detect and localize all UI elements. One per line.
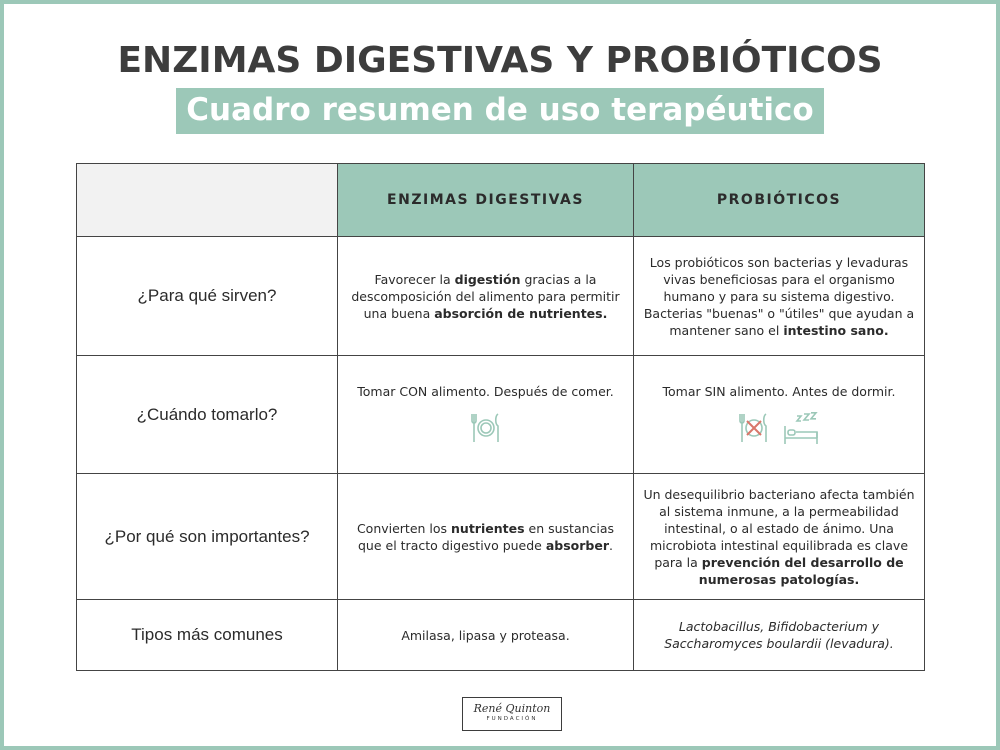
summary-table (76, 163, 925, 671)
subtitle-wrap (0, 88, 1000, 134)
cell-probioticos-para-que (634, 237, 925, 356)
no-food-plate-icon (739, 412, 769, 444)
cell-text: Un desequilibrio bacteriano afecta también al sistema inmune, a la permeabilidad intestinal, o al estado de ánimo. Una microbiota intestinal equilibrada es clave para la (643, 486, 915, 570)
header-enzimas: ENZIMAS DIGESTIVAS (338, 164, 634, 237)
page-subtitle: Cuadro resumen de uso terapéutico (176, 88, 823, 134)
cell-text: Los probióticos son bacterias y levaduras vivas beneficiosas para el organismo humano y para su sistema digestivo. Bacterias "buenas" o "útiles" que ayudan a mantener sano el (643, 254, 915, 338)
table-row (77, 237, 925, 356)
logo-org: FUNDACIÓN (486, 716, 538, 722)
cell-enzimas-por-que (338, 474, 634, 600)
cell-enzimas-tipos: Amilasa, lipasa y proteasa. (338, 600, 634, 671)
cell-text: Convierten los (356, 520, 452, 536)
logo-signature: René Quinton (473, 702, 551, 715)
row-label-por-que: ¿Por qué son importantes? (77, 474, 338, 600)
row-label-para-que: ¿Para qué sirven? (77, 237, 338, 356)
sleeping-bed-icon (783, 412, 819, 446)
header-probioticos: PROBIÓTICOS (634, 164, 925, 237)
page-title: ENZIMAS DIGESTIVAS Y PROBIÓTICOS (117, 40, 883, 81)
cell-bold-text: absorción de nutrientes. (434, 305, 608, 321)
table-row (77, 600, 925, 671)
cell-enzimas-cuando (338, 356, 634, 474)
row-label-tipos: Tipos más comunes (77, 600, 338, 671)
table-row (77, 356, 925, 474)
cell-text: Tomar SIN alimento. Antes de dormir. (662, 384, 896, 399)
table-header-row (77, 164, 925, 237)
cell-text: en sustancias que el tracto digestivo puede (358, 520, 615, 553)
row-label-cuando: ¿Cuándo tomarlo? (77, 356, 338, 474)
cell-bold-text: intestino sano. (783, 322, 889, 338)
cell-enzimas-para-que (338, 237, 634, 356)
cell-text: gracias a la descomposición del alimento para permitir una buena (351, 271, 620, 321)
corner-cell (77, 164, 338, 237)
cell-probioticos-cuando (634, 356, 925, 474)
cell-bold-text: prevención del desarrollo de numerosas patologías. (698, 554, 904, 587)
plate-cutlery-icon (471, 412, 501, 444)
cell-probioticos-por-que (634, 474, 925, 600)
foundation-logo (462, 697, 562, 731)
cell-text: . (609, 537, 613, 553)
cell-text: Favorecer la (374, 271, 455, 287)
cell-bold-text: digestión (454, 271, 521, 287)
cell-probioticos-tipos: Lactobacillus, Bifidobacterium y Saccharomyces boulardii (levadura). (634, 600, 925, 671)
table-row (77, 474, 925, 600)
cell-bold-text: nutrientes (451, 520, 525, 536)
cell-text: Tomar CON alimento. Después de comer. (357, 384, 614, 399)
cell-bold-text: absorber (545, 537, 610, 553)
